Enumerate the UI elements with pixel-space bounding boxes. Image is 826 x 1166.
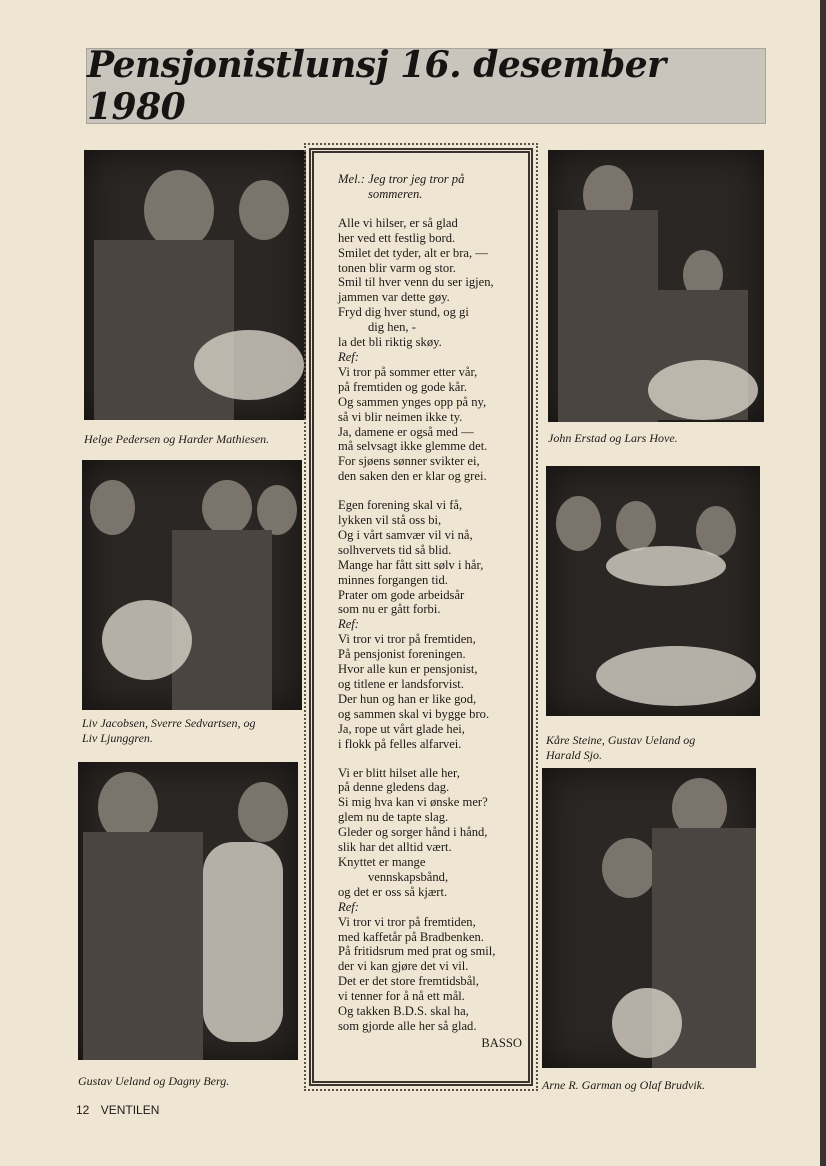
caption-photo-3: Gustav Ueland og Dagny Berg. xyxy=(78,1074,230,1088)
page-footer xyxy=(76,1103,159,1117)
page-title: Pensjonistlunsj 16. desember 1980 xyxy=(87,44,666,128)
caption-photo-5: Kåre Steine, Gustav Ueland og Harald Sjo. xyxy=(546,733,696,762)
title-banner xyxy=(86,44,766,128)
photo-arne-olaf xyxy=(542,768,756,1068)
caption-photo-2: Liv Jacobsen, Sverre Sedvartsen, og Liv Ljunggren. xyxy=(82,716,256,745)
poem-signature: BASSO xyxy=(481,1035,522,1050)
page-number: 12 xyxy=(76,1103,90,1117)
poem-melody: Mel.: Jeg tror jeg tror på xyxy=(338,172,465,186)
photo-liv-sverre xyxy=(82,460,302,710)
photo-gustav-dagny xyxy=(78,762,298,1060)
photo-kare-gustav-harald xyxy=(546,466,760,716)
poem-text: Mel.: Jeg tror jeg tror på sommeren. Alle vi hilser, er så glad her ved ett festlig bord. Smilet det tyder, alt er bra, — tonen blir varm og stor. Smil til hver venn du ser igjen, jammen var dette gøy. Fryd dig hver stund, og gi dig hen, - la det bli riktig skøy. Ref: Vi tror på sommer etter vår, på fremtiden og gode kår. Og sammen ynges opp på ny, så vi blir neimen ikke ty. Ja, damene er også med — må selvsagt ikke glemme det. For sjøens sønner svikter ei, den saken den er klar og grei. Egen forening skal vi få, lykken vil stå oss bi, Og i vårt samvær vil vi nå, solhvervets tid så blid. Mange har fått sitt sølv i hår, minnes forgangen tid. Prater om gode arbeidsår som nu er gått forbi. Ref: Vi tror vi tror på fremtiden, På pensjonist foreningen. Hvor alle kun er pensjonist, og titlene er landsforvist. Der hun og han er like god, og sammen skal vi bygge bro. Ja, rope ut vårt glade hei, i flokk på felles alfarvei. Vi er blitt hilset alle her, på denne gledens dag. Si mig hva kan vi ønske mer? glem nu de tapte slag. Gleder og sorger hånd i hånd, slik har det alltid vært. Knyttet er mange vennskapsbånd, og det er oss så kjært. Ref: Vi tror vi tror på fremtiden, med kaffetår på Bradbenken. På fritidsrum med prat og smil, der vi kan gjøre det vi vil. Det er det store fremtidsbål, vi tenner for å nå ett mål. Og takken B.D.S. skal ha, som gjorde alle her så glad. BASSO xyxy=(338,172,528,1051)
caption-photo-4: John Erstad og Lars Hove. xyxy=(548,431,678,445)
photo-john-lars xyxy=(548,150,764,422)
magazine-name: VENTILEN xyxy=(100,1103,160,1117)
photo-helge-harder xyxy=(84,150,306,420)
caption-photo-1: Helge Pedersen og Harder Mathiesen. xyxy=(84,432,270,446)
page-edge xyxy=(820,0,826,1166)
caption-photo-6: Arne R. Garman og Olaf Brudvik. xyxy=(542,1078,705,1092)
